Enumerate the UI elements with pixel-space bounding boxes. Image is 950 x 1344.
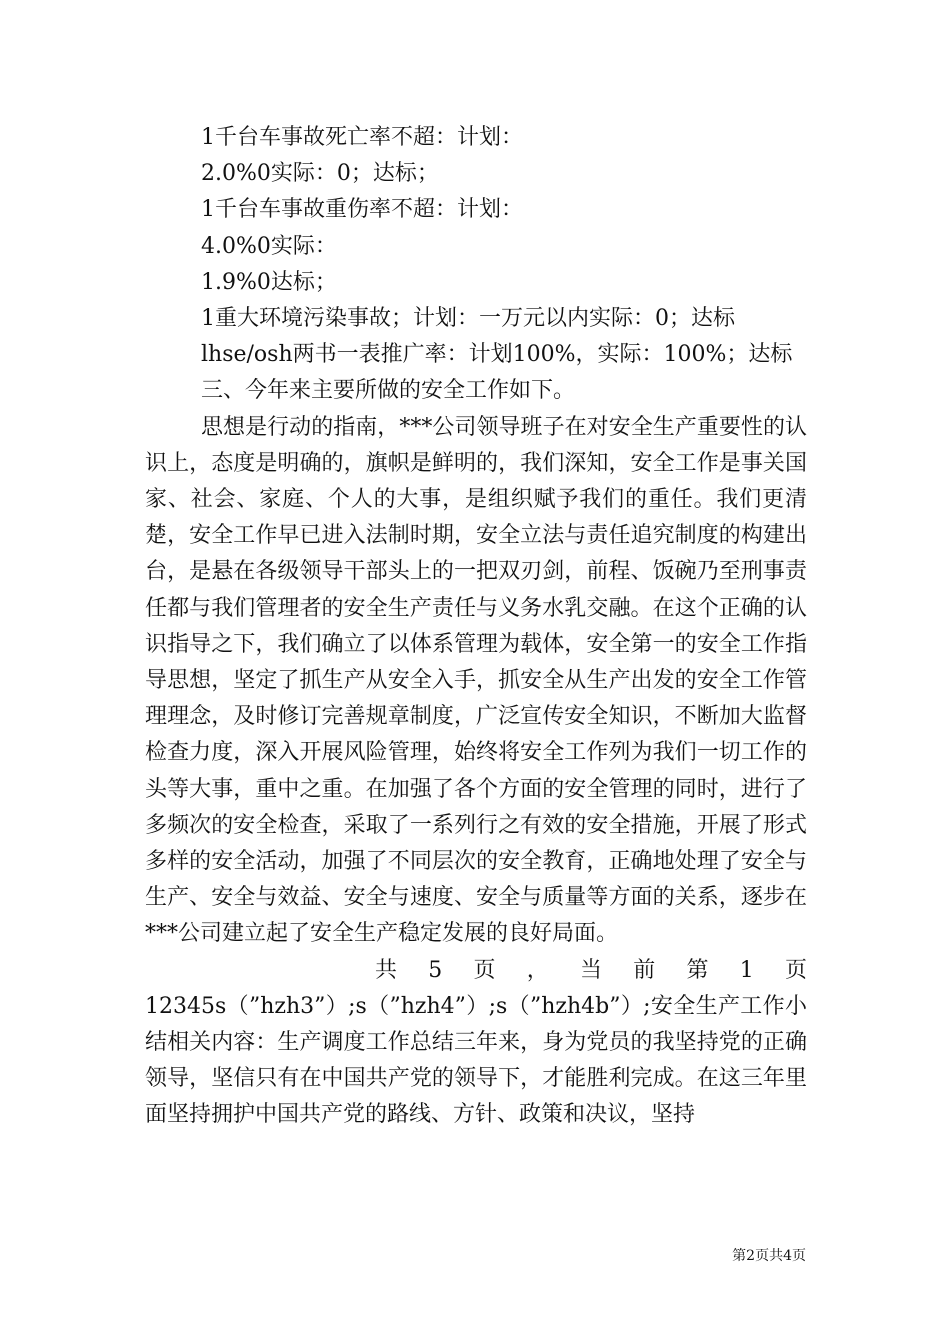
page-counter-char: 页 [784,957,807,983]
section-heading: 三、今年来主要所做的安全工作如下。 [201,378,576,404]
text-line: lhse/osh两书一表推广率：计划100%，实际：100%；达标 [201,342,793,368]
page-counter-line [145,953,807,989]
text-line: 1千台车事故重伤率不超：计划： [201,197,523,223]
main-paragraph: 思想是行动的指南，***公司领导班子在对安全生产重要性的认识上，态度是明确的，旗帜是鲜明的，我们深知，安全工作是事关国家、社会、家庭、个人的大事，是组织赋予我们的重任。我们更清楚，安全工作早已进入法制时期，安全立法与责任追究制度的构建出台，是悬在各级领导干部头上的一把双刃剑，前程、饭碗乃至刑事责任都与我们管理者的安全生产责任与义务水乳交融。在这个正确的认识指导之下，我们确立了以体系管理为载体，安全第一的安全工作指导思想，坚定了抓生产从安全入手，抓安全从生产出发的安全工作管理理念，及时修订完善规章制度，广泛宣传安全知识，不断加大监督检查力度，深入开展风险管理，始终将安全工作列为我们一切工作的头等大事，重中之重。在加强了各个方面的安全管理的同时，进行了多频次的安全检查，采取了一系列行之有效的安全措施，开展了形式多样的安全活动，加强了不同层次的安全教育，正确地处理了安全与生产、安全与效益、安全与速度、安全与质量等方面的关系，逐步在***公司建立起了安全生产稳定发展的良好局面。 [145,414,807,947]
text-line: 1重大环境污染事故；计划：一万元以内实际：0；达标 [201,305,735,331]
page-counter-char: 当 [579,957,602,983]
text-line: 1千台车事故死亡率不超：计划： [201,125,523,150]
document-body [145,120,807,1134]
page-counter-char: ， [526,957,549,983]
text-line: 1.9%0达标； [201,269,337,295]
text-line: 4.0%0实际： [201,233,337,259]
page-counter-char: 共 [375,957,398,983]
page-counter-char: 页 [473,957,496,983]
page-footer: 第2页共4页 [732,1248,806,1264]
tail-paragraph: 12345s（”hzh3”）;s（”hzh4”）;s（”hzh4b”）;安全生产工作小结相关内容：生产调度工作总结三年来，身为党员的我坚持党的正确领导，坚信只有在中国共产党的领导下，才能胜利完成。在这三年里面坚持拥护中国共产党的路线、方针、政策和决议，坚持 [145,993,807,1128]
text-line: 2.0%0实际：0；达标； [201,161,439,187]
page-counter-char: 前 [633,957,656,983]
page-counter-char: 第 [686,957,709,983]
page-counter-char: 1 [739,957,754,983]
page-counter-char: 5 [428,957,443,983]
